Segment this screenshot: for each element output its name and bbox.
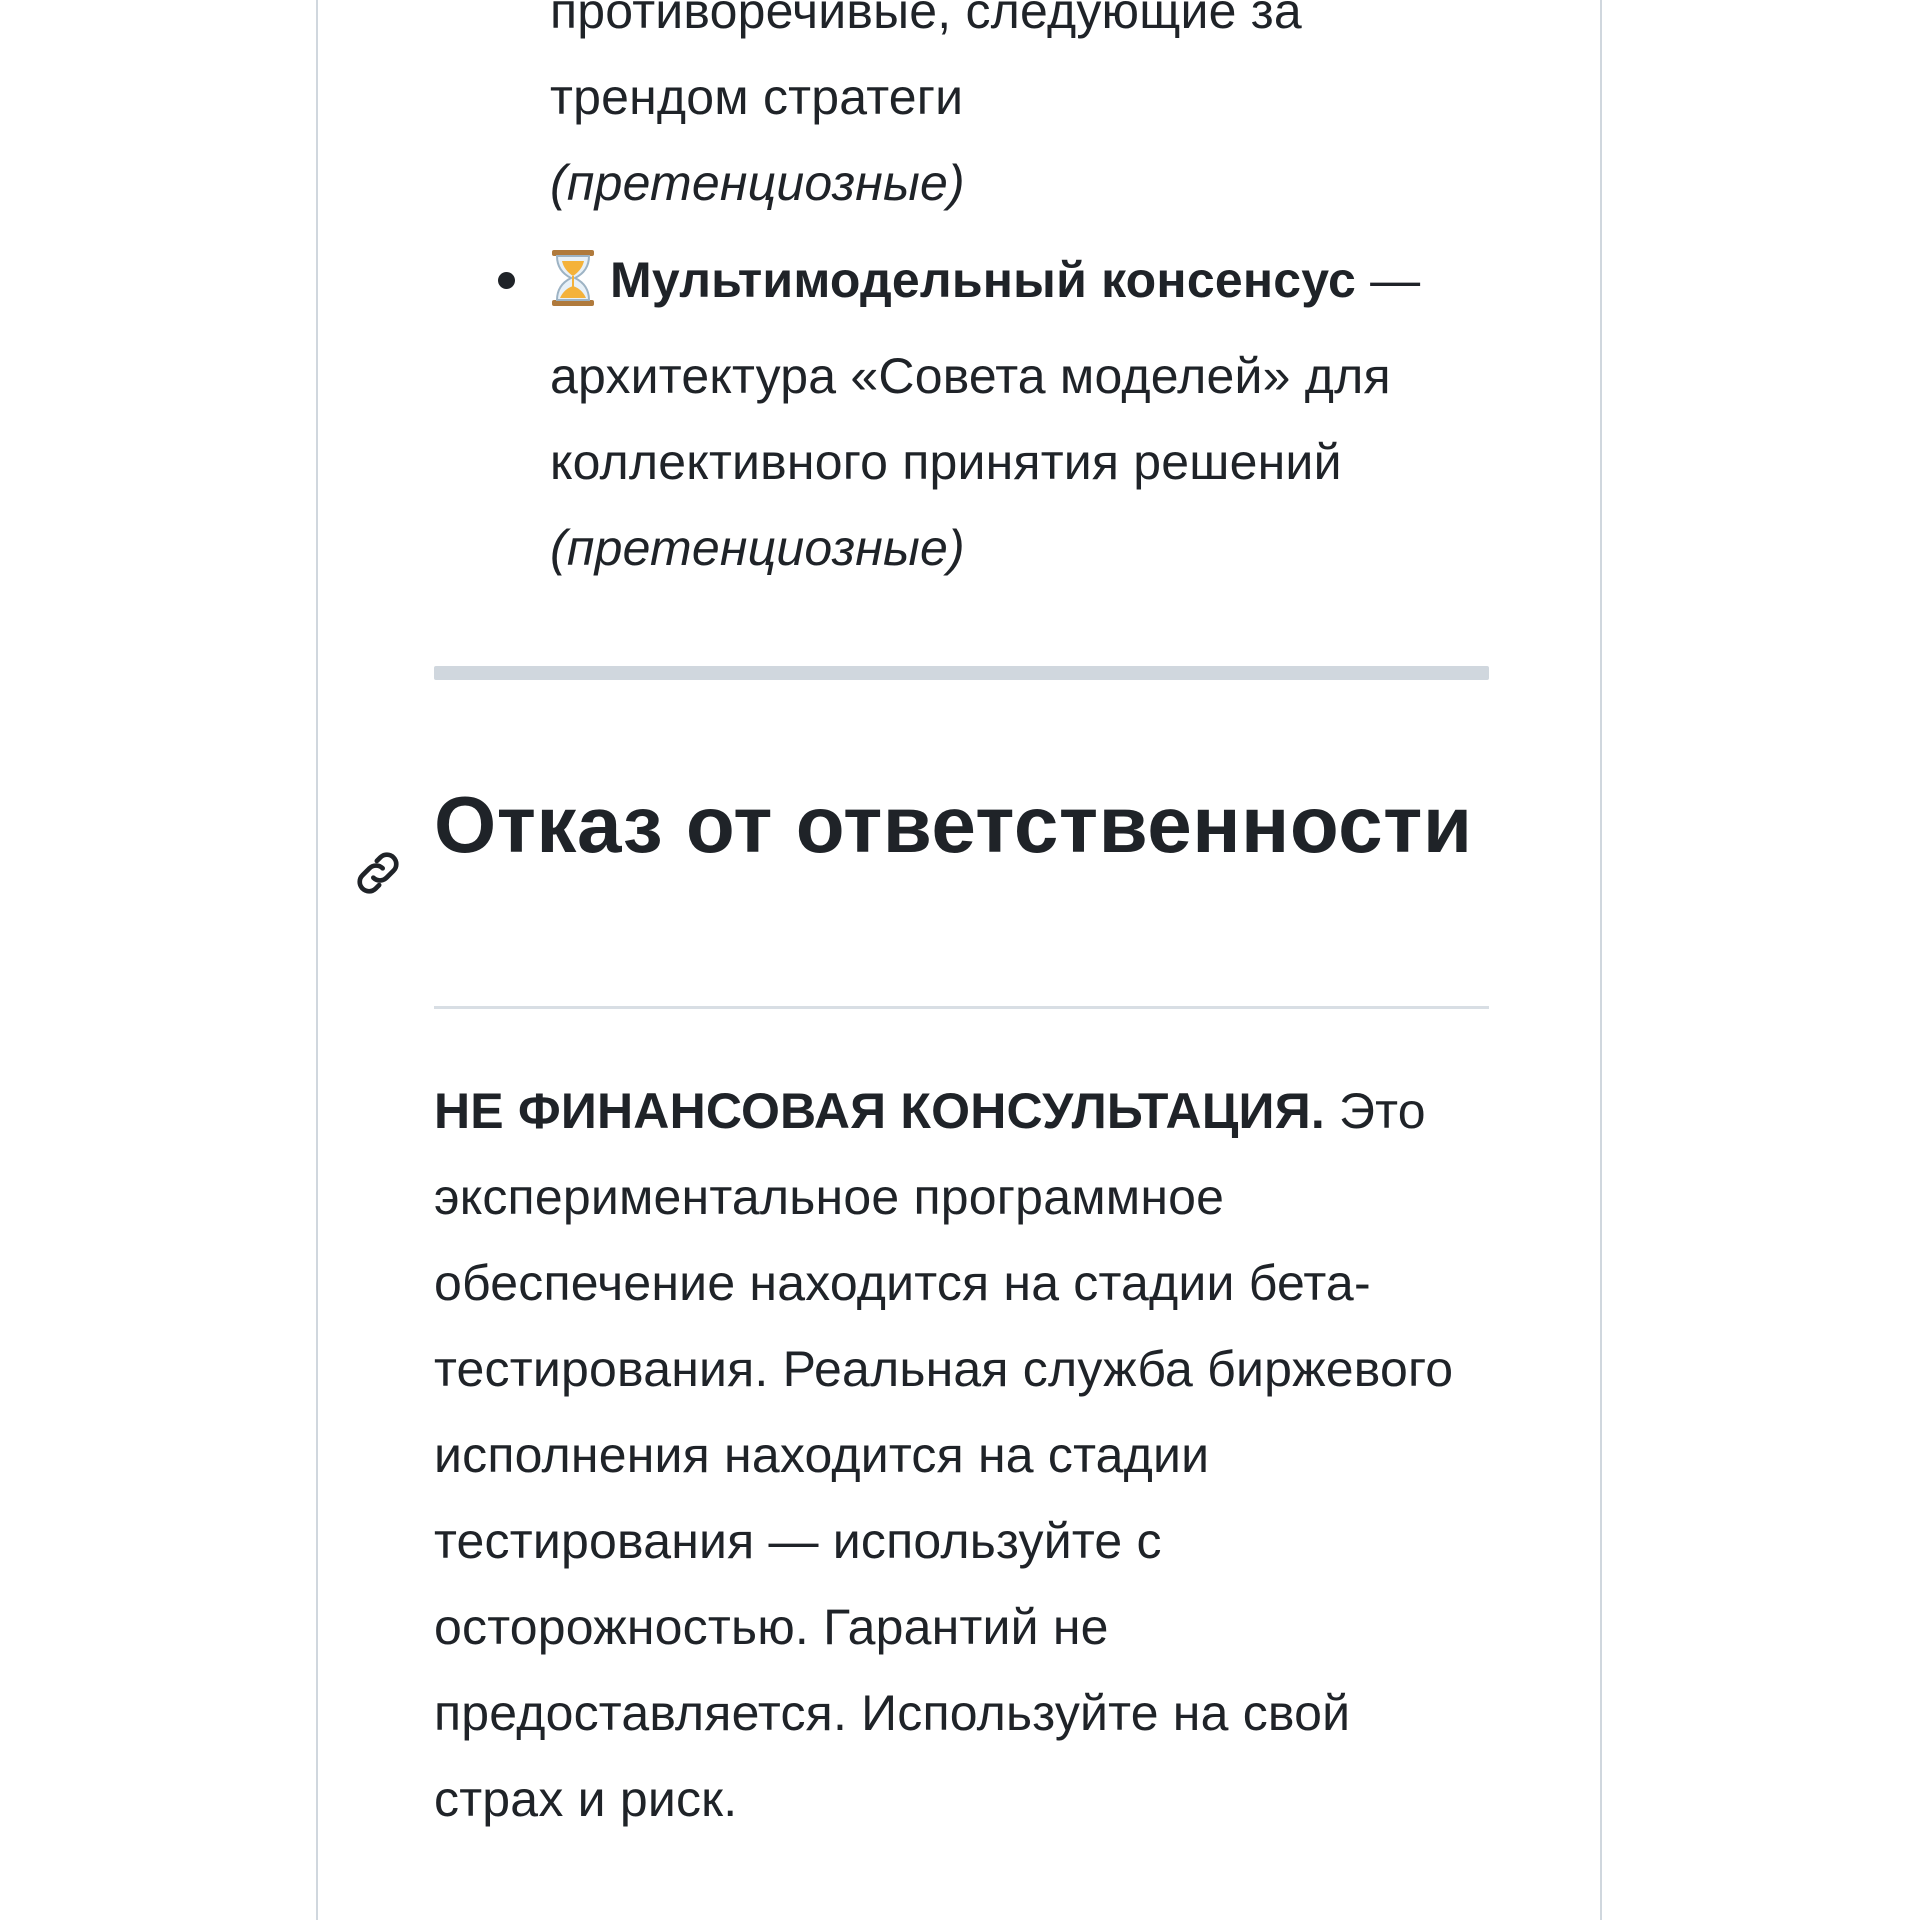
- heading-underline: [434, 1006, 1489, 1009]
- list-item-tag: (претенциозные): [550, 520, 965, 576]
- list-item-text-line: трендом стратеги: [550, 69, 964, 125]
- list-item-previous: [550, 0, 1450, 226]
- list-item-tag: (претенциозные): [550, 155, 965, 211]
- link-icon[interactable]: [350, 845, 406, 901]
- section-heading-wrap: [434, 770, 1489, 880]
- horizontal-rule: [434, 666, 1489, 680]
- disclaimer-paragraph: [434, 1068, 1489, 1842]
- disclaimer-body: Это экспериментальное программное обеспечение находится на стадии бета-тестирования. Реальная служба биржевого исполнения находится на стадии тестирования — используйте с осторожностью. Гарантий не предоставляется. Используйте на свой страх и риск.: [434, 1083, 1454, 1827]
- disclaimer-lead: НЕ ФИНАНСОВАЯ КОНСУЛЬТАЦИЯ.: [434, 1083, 1325, 1139]
- readme-container: [316, 0, 1602, 1920]
- list-item-multimodel: [550, 237, 1450, 591]
- bullet-dot: [498, 272, 515, 289]
- list-item-title: Мультимодельный консенсус: [610, 252, 1357, 308]
- section-heading: Отказ от ответственности: [434, 780, 1473, 869]
- hourglass-icon: [550, 247, 596, 333]
- list-item-text-line: противоречивые, следующие за: [550, 0, 1302, 39]
- list-item-text: — архитектура «Совета моделей» для коллективного принятия решений: [550, 252, 1421, 490]
